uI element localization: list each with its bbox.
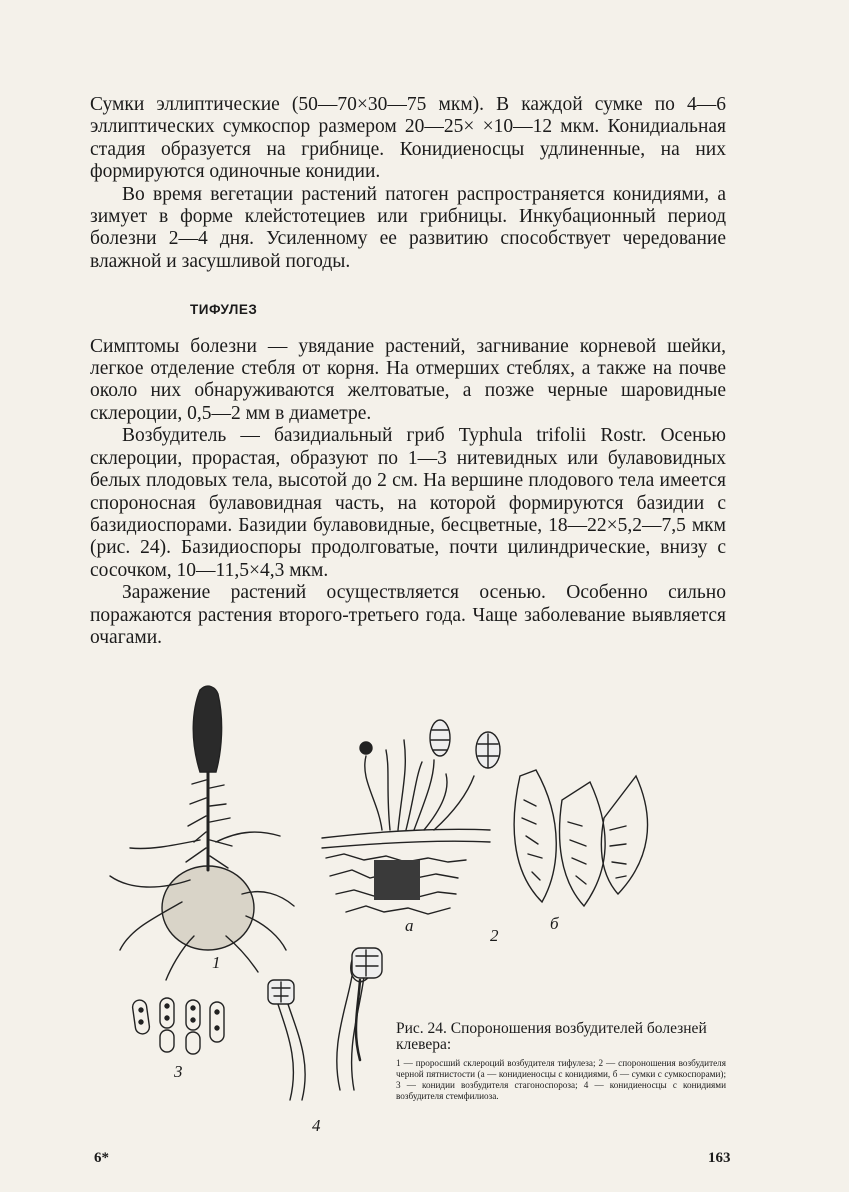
sclerotium-drawing xyxy=(110,686,294,980)
section-heading-typhulosis: ТИФУЛЕЗ xyxy=(190,302,258,318)
figure-caption xyxy=(396,1021,726,1102)
conidia-drawing xyxy=(132,998,224,1054)
figure-label-4: 4 xyxy=(312,1116,321,1135)
paragraph-vegetation: Во время вегетации растений патоген распространяется конидиями, а зимует в форме клейстотециев или грибницы. Инкубационный период болезни 2—4 дня. Усиленному ее развитию способствует чередование влажной и засушливой погоды. xyxy=(90,183,726,272)
figure-label-a: а xyxy=(405,916,414,935)
paragraph-asci: Сумки эллиптические (50—70×30—75 мкм). В каждой сумке по 4—6 эллиптических сумкоспор размером 20—25× ×10—12 мкм. Конидиальная стадия образуется на грибнице. Конидиеносцы удлиненные, на них формируются одиночные конидии. xyxy=(90,94,726,183)
figure-label-3: 3 xyxy=(174,1062,183,1081)
paragraph-infection: Заражение растений осуществляется осенью. Особенно сильно поражаются растения второго-третьего года. Чаще заболевание выявляется очагами. xyxy=(90,582,726,648)
paragraph-symptoms: Симптомы болезни — увядание растений, загнивание корневой шейки, легкое отделение стебля от корня. На отмерших стеблях, а также на почве около них обнаруживаются желтоватые, а позже черные шаровидные склероции, 0,5—2 мм в диаметре. xyxy=(90,335,726,424)
signature-mark: 6* xyxy=(94,1150,109,1166)
figure-label-1: 1 xyxy=(212,953,221,972)
body-text xyxy=(90,94,726,649)
conidiophores-drawing xyxy=(322,720,500,914)
figure-label-2: 2 xyxy=(490,926,499,945)
caption-body: 1 — проросший склероций возбудителя тифулеза; 2 — спороношения возбудителя черной пятнистости (а — конидиеносцы с конидиями, б — сумки с сумкоспорами); 3 — конидии возбудителя стагоноспороза; 4 — конидиеносцы с конидиями возбудителя стемфилиоза. xyxy=(396,1058,726,1101)
figure-label-b: б xyxy=(550,914,559,933)
stemphylium-drawing xyxy=(268,948,382,1100)
asci-drawing xyxy=(514,770,647,906)
page-number: 163 xyxy=(708,1150,731,1166)
paragraph-pathogen: Возбудитель — базидиальный гриб Typhula trifolii Rostr. Осенью склероции, прорастая, образуют по 1—3 нитевидных или булавовидных белых плодовых тела, высотой до 2 см. На вершине плодового тела имеется спороносная булавовидная часть, на которой формируются базидии с базидиоспорами. Базидии булавовидные, бесцветные, 18—22×5,2—7,5 мкм (рис. 24). Базидиоспоры продолговатые, почти цилиндрические, внизу с сосочком, 10—11,5×4,3 мкм. xyxy=(90,425,726,581)
caption-title: Рис. 24. Спороношения возбудителей болезней клевера: xyxy=(396,1020,707,1053)
